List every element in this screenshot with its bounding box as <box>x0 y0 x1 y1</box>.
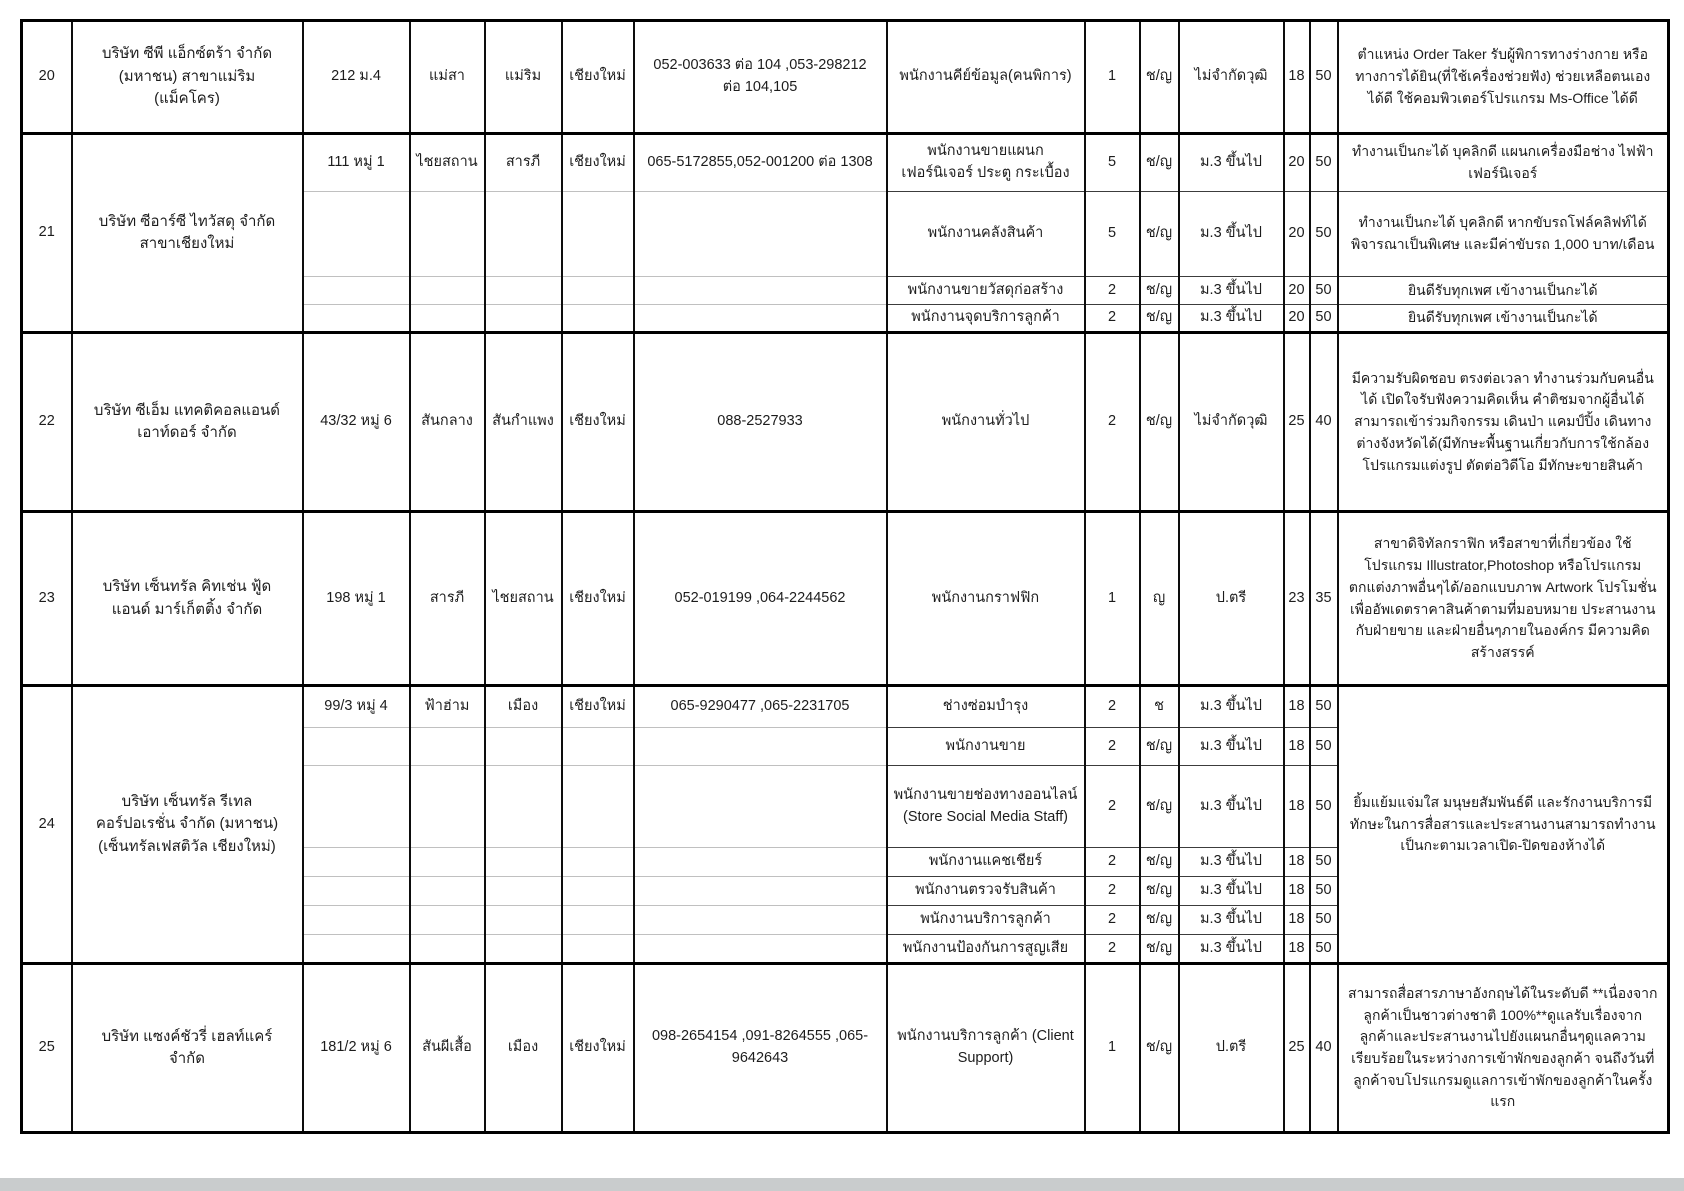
cell-district <box>485 277 562 305</box>
cell-address <box>303 935 410 964</box>
cell-address <box>303 305 410 333</box>
cell-address <box>303 192 410 277</box>
cell-province <box>562 935 634 964</box>
cell-no: 21 <box>22 134 72 333</box>
cell-no: 23 <box>22 512 72 686</box>
cell-district <box>485 935 562 964</box>
cell-subdistrict <box>410 906 485 935</box>
cell-gender: ช <box>1140 686 1179 728</box>
cell-position: พนักงานคีย์ข้อมูล(คนพิการ) <box>887 21 1085 134</box>
cell-address: 99/3 หมู่ 4 <box>303 686 410 728</box>
cell-age-max: 50 <box>1310 192 1338 277</box>
cell-openings: 1 <box>1085 512 1140 686</box>
cell-note: สามารถสื่อสารภาษาอังกฤษได้ในระดับดี **เนื่องจากลูกค้าเป็นชาวต่างชาติ 100%**ดูแลรับเรื่องจากลูกค้าและประสานงานไปยังแผนกอื่นๆดูแลความเรียบร้อยในระหว่างการเข้าพักของลูกค้า จนถึงวันที่ลูกค้าจบโปรแกรมดูแลการเข้าพักของลูกค้าในครั้งแรก <box>1338 964 1669 1133</box>
cell-company: บริษัท เซ็นทรัล คิทเช่น ฟู้ด แอนด์ มาร์เก็ตติ้ง จำกัด <box>72 512 303 686</box>
cell-subdistrict: สันกลาง <box>410 333 485 512</box>
cell-education: ป.ตรี <box>1179 512 1284 686</box>
cell-note: มีความรับผิดชอบ ตรงต่อเวลา ทำงานร่วมกับคนอื่นได้ เปิดใจรับฟังความคิดเห็น คำติชมจากผู้อื่นได้ สามารถเข้าร่วมกิจกรรม เดินป่า แคมป์ปิ้ง เดินทางต่างจังหวัดได้(มีทักษะพื้นฐานเกี่ยวกับการใช้กล้อง โปรแกรมแต่งรูป ตัดต่อวิดีโอ มีทักษะขายสินค้า <box>1338 333 1669 512</box>
cell-age-min: 18 <box>1284 728 1310 766</box>
cell-age-min: 25 <box>1284 964 1310 1133</box>
cell-age-min: 20 <box>1284 192 1310 277</box>
cell-no: 22 <box>22 333 72 512</box>
cell-company: บริษัท ซีอาร์ซี ไทวัสดุ จำกัด สาขาเชียงใหม่ <box>72 134 303 333</box>
cell-age-min: 18 <box>1284 877 1310 906</box>
cell-age-max: 40 <box>1310 333 1338 512</box>
cell-province: เชียงใหม่ <box>562 333 634 512</box>
cell-province <box>562 277 634 305</box>
cell-district: สารภี <box>485 134 562 192</box>
cell-district: ไชยสถาน <box>485 512 562 686</box>
cell-education: ม.3 ขึ้นไป <box>1179 906 1284 935</box>
cell-note: ยิ้มแย้มแจ่มใส มนุษยสัมพันธ์ดี และรักงานบริการมีทักษะในการสื่อสารและประสานงานสามารถทำงานเป็นกะตามเวลาเปิด-ปิดของห้างได้ <box>1338 686 1669 964</box>
cell-age-min: 18 <box>1284 906 1310 935</box>
cell-address: 43/32 หมู่ 6 <box>303 333 410 512</box>
cell-education: ม.3 ขึ้นไป <box>1179 877 1284 906</box>
cell-age-min: 18 <box>1284 935 1310 964</box>
cell-openings: 2 <box>1085 906 1140 935</box>
cell-position: พนักงานกราฟฟิก <box>887 512 1085 686</box>
cell-education: ม.3 ขึ้นไป <box>1179 305 1284 333</box>
cell-openings: 5 <box>1085 192 1140 277</box>
cell-address: 111 หมู่ 1 <box>303 134 410 192</box>
cell-age-min: 23 <box>1284 512 1310 686</box>
cell-province <box>562 877 634 906</box>
cell-age-min: 20 <box>1284 305 1310 333</box>
cell-gender: ช/ญ <box>1140 877 1179 906</box>
cell-province <box>562 766 634 848</box>
cell-education: ม.3 ขึ้นไป <box>1179 192 1284 277</box>
cell-position: พนักงานตรวจรับสินค้า <box>887 877 1085 906</box>
cell-gender: ช/ญ <box>1140 134 1179 192</box>
table-row <box>22 21 1669 134</box>
cell-position: ช่างซ่อมบำรุง <box>887 686 1085 728</box>
cell-gender: ช/ญ <box>1140 848 1179 877</box>
cell-phone <box>634 277 887 305</box>
cell-age-min: 18 <box>1284 21 1310 134</box>
cell-phone: 065-5172855,052-001200 ต่อ 1308 <box>634 134 887 192</box>
job-listing-table <box>20 19 1670 1134</box>
cell-position: พนักงานขาย <box>887 728 1085 766</box>
cell-education: ป.ตรี <box>1179 964 1284 1133</box>
cell-position: พนักงานทั่วไป <box>887 333 1085 512</box>
cell-province <box>562 305 634 333</box>
cell-age-max: 35 <box>1310 512 1338 686</box>
cell-age-max: 50 <box>1310 766 1338 848</box>
table-row <box>22 512 1669 686</box>
cell-position: พนักงานคลังสินค้า <box>887 192 1085 277</box>
cell-phone: 065-9290477 ,065-2231705 <box>634 686 887 728</box>
cell-education: ไม่จำกัดวุฒิ <box>1179 21 1284 134</box>
cell-age-min: 25 <box>1284 333 1310 512</box>
cell-address: 212 ม.4 <box>303 21 410 134</box>
cell-position: พนักงานบริการลูกค้า (Client Support) <box>887 964 1085 1133</box>
cell-phone <box>634 935 887 964</box>
cell-subdistrict <box>410 728 485 766</box>
cell-age-min: 20 <box>1284 277 1310 305</box>
cell-province: เชียงใหม่ <box>562 134 634 192</box>
cell-subdistrict <box>410 305 485 333</box>
cell-openings: 2 <box>1085 848 1140 877</box>
cell-company: บริษัท ซีพี แอ็กซ์ตร้า จำกัด (มหาชน) สาขาแม่ริม (แม็คโคร) <box>72 21 303 134</box>
cell-address <box>303 728 410 766</box>
cell-openings: 2 <box>1085 333 1140 512</box>
cell-note: สาขาดิจิทัลกราฟิก หรือสาขาที่เกี่ยวข้อง ใช้โปรแกรม Illustrator,Photoshop หรือโปรแกรมตกแต่งภาพอื่นๆได้/ออกแบบภาพ Artwork โปรโมชั่น เพื่ออัพเดตราคาสินค้าตามที่มอบหมาย ประสานงานกับฝ่ายขาย และฝ่ายอื่นๆภายในองค์กร มีความคิดสร้างสรรค์ <box>1338 512 1669 686</box>
cell-age-min: 18 <box>1284 686 1310 728</box>
job-listing-table-wrap <box>20 19 1670 1134</box>
cell-district: สันกำแพง <box>485 333 562 512</box>
cell-education: ม.3 ขึ้นไป <box>1179 134 1284 192</box>
cell-age-max: 50 <box>1310 21 1338 134</box>
cell-age-min: 20 <box>1284 134 1310 192</box>
cell-no: 20 <box>22 21 72 134</box>
cell-subdistrict <box>410 277 485 305</box>
cell-gender: ช/ญ <box>1140 906 1179 935</box>
cell-age-min: 18 <box>1284 766 1310 848</box>
cell-gender: ช/ญ <box>1140 192 1179 277</box>
cell-phone: 098-2654154 ,091-8264555 ,065-9642643 <box>634 964 887 1133</box>
cell-note: ยินดีรับทุกเพศ เข้างานเป็นกะได้ <box>1338 277 1669 305</box>
cell-phone: 052-003633 ต่อ 104 ,053-298212 ต่อ 104,105 <box>634 21 887 134</box>
cell-district <box>485 906 562 935</box>
cell-province <box>562 906 634 935</box>
cell-subdistrict <box>410 877 485 906</box>
cell-district: เมือง <box>485 964 562 1133</box>
cell-phone <box>634 305 887 333</box>
cell-position: พนักงานขายช่องทางออนไลน์ (Store Social Media Staff) <box>887 766 1085 848</box>
cell-no: 24 <box>22 686 72 964</box>
cell-province <box>562 728 634 766</box>
cell-age-max: 40 <box>1310 964 1338 1133</box>
cell-subdistrict <box>410 935 485 964</box>
cell-openings: 1 <box>1085 964 1140 1133</box>
cell-openings: 2 <box>1085 277 1140 305</box>
cell-gender: ช/ญ <box>1140 964 1179 1133</box>
cell-phone: 052-019199 ,064-2244562 <box>634 512 887 686</box>
cell-subdistrict <box>410 848 485 877</box>
cell-gender: ช/ญ <box>1140 21 1179 134</box>
table-row <box>22 134 1669 192</box>
cell-phone <box>634 728 887 766</box>
cell-age-max: 50 <box>1310 728 1338 766</box>
cell-phone <box>634 192 887 277</box>
cell-subdistrict: ฟ้าฮ่าม <box>410 686 485 728</box>
cell-age-max: 50 <box>1310 906 1338 935</box>
cell-address: 198 หมู่ 1 <box>303 512 410 686</box>
cell-gender: ช/ญ <box>1140 277 1179 305</box>
cell-note: ตำแหน่ง Order Taker รับผู้พิการทางร่างกาย หรือทางการได้ยิน(ที่ใช้เครื่องช่วยฟัง) ช่วยเหลือตนเองได้ดี ใช้คอมพิวเตอร์โปรแกรม Ms-Office ได้ดี <box>1338 21 1669 134</box>
cell-openings: 2 <box>1085 305 1140 333</box>
cell-age-max: 50 <box>1310 877 1338 906</box>
cell-age-min: 18 <box>1284 848 1310 877</box>
cell-subdistrict: ไชยสถาน <box>410 134 485 192</box>
cell-subdistrict <box>410 766 485 848</box>
cell-district <box>485 766 562 848</box>
cell-gender: ช/ญ <box>1140 728 1179 766</box>
cell-address <box>303 766 410 848</box>
cell-openings: 2 <box>1085 728 1140 766</box>
cell-phone <box>634 766 887 848</box>
cell-subdistrict <box>410 192 485 277</box>
table-row <box>22 333 1669 512</box>
cell-address: 181/2 หมู่ 6 <box>303 964 410 1133</box>
cell-openings: 5 <box>1085 134 1140 192</box>
cell-openings: 1 <box>1085 21 1140 134</box>
cell-province: เชียงใหม่ <box>562 964 634 1133</box>
cell-district <box>485 848 562 877</box>
cell-note: ยินดีรับทุกเพศ เข้างานเป็นกะได้ <box>1338 305 1669 333</box>
cell-position: พนักงานขายวัสดุก่อสร้าง <box>887 277 1085 305</box>
cell-openings: 2 <box>1085 766 1140 848</box>
cell-province <box>562 848 634 877</box>
cell-address <box>303 906 410 935</box>
cell-district <box>485 877 562 906</box>
table-row <box>22 686 1669 728</box>
cell-education: ม.3 ขึ้นไป <box>1179 935 1284 964</box>
cell-district: แม่ริม <box>485 21 562 134</box>
cell-address <box>303 848 410 877</box>
cell-education: ม.3 ขึ้นไป <box>1179 728 1284 766</box>
cell-phone <box>634 906 887 935</box>
cell-company: บริษัท เซ็นทรัล รีเทล คอร์ปอเรชั่น จำกัด (มหาชน) (เซ็นทรัลเฟสติวัล เชียงใหม่) <box>72 686 303 964</box>
cell-gender: ญ <box>1140 512 1179 686</box>
cell-phone <box>634 848 887 877</box>
cell-subdistrict: แม่สา <box>410 21 485 134</box>
cell-phone: 088-2527933 <box>634 333 887 512</box>
cell-gender: ช/ญ <box>1140 935 1179 964</box>
cell-no: 25 <box>22 964 72 1133</box>
page-bottom-strip <box>0 1178 1684 1191</box>
cell-age-max: 50 <box>1310 277 1338 305</box>
cell-age-max: 50 <box>1310 686 1338 728</box>
cell-age-max: 50 <box>1310 134 1338 192</box>
cell-address <box>303 877 410 906</box>
cell-education: ม.3 ขึ้นไป <box>1179 686 1284 728</box>
cell-education: ไม่จำกัดวุฒิ <box>1179 333 1284 512</box>
cell-province <box>562 192 634 277</box>
cell-note: ทำงานเป็นกะได้ บุคลิกดี แผนกเครื่องมือช่าง ไฟฟ้า เฟอร์นิเจอร์ <box>1338 134 1669 192</box>
cell-province: เชียงใหม่ <box>562 686 634 728</box>
cell-gender: ช/ญ <box>1140 333 1179 512</box>
table-row <box>22 964 1669 1133</box>
cell-company: บริษัท แซงค์ชัวรี่ เฮลท์แคร์ จำกัด <box>72 964 303 1133</box>
cell-education: ม.3 ขึ้นไป <box>1179 766 1284 848</box>
cell-education: ม.3 ขึ้นไป <box>1179 848 1284 877</box>
cell-age-max: 50 <box>1310 305 1338 333</box>
cell-district <box>485 728 562 766</box>
cell-province: เชียงใหม่ <box>562 512 634 686</box>
cell-phone <box>634 877 887 906</box>
cell-province: เชียงใหม่ <box>562 21 634 134</box>
cell-district <box>485 192 562 277</box>
cell-education: ม.3 ขึ้นไป <box>1179 277 1284 305</box>
cell-company: บริษัท ซีเอ็ม แทคติคอลแอนด์เอาท์ดอร์ จำกัด <box>72 333 303 512</box>
cell-position: พนักงานขายแผนกเฟอร์นิเจอร์ ประตู กระเบื้อง <box>887 134 1085 192</box>
cell-district <box>485 305 562 333</box>
cell-position: พนักงานป้องกันการสูญเสีย <box>887 935 1085 964</box>
cell-openings: 2 <box>1085 935 1140 964</box>
cell-gender: ช/ญ <box>1140 766 1179 848</box>
cell-gender: ช/ญ <box>1140 305 1179 333</box>
cell-address <box>303 277 410 305</box>
cell-openings: 2 <box>1085 877 1140 906</box>
cell-note: ทำงานเป็นกะได้ บุคลิกดี หากขับรถโฟล์คลิฟท์ได้ พิจารณาเป็นพิเศษ และมีค่าขับรถ 1,000 บาท/เดือน <box>1338 192 1669 277</box>
cell-position: พนักงานแคชเชียร์ <box>887 848 1085 877</box>
cell-subdistrict: สันผีเสื้อ <box>410 964 485 1133</box>
cell-age-max: 50 <box>1310 935 1338 964</box>
cell-district: เมือง <box>485 686 562 728</box>
cell-position: พนักงานจุดบริการลูกค้า <box>887 305 1085 333</box>
cell-position: พนักงานบริการลูกค้า <box>887 906 1085 935</box>
cell-age-max: 50 <box>1310 848 1338 877</box>
cell-openings: 2 <box>1085 686 1140 728</box>
cell-subdistrict: สารภี <box>410 512 485 686</box>
